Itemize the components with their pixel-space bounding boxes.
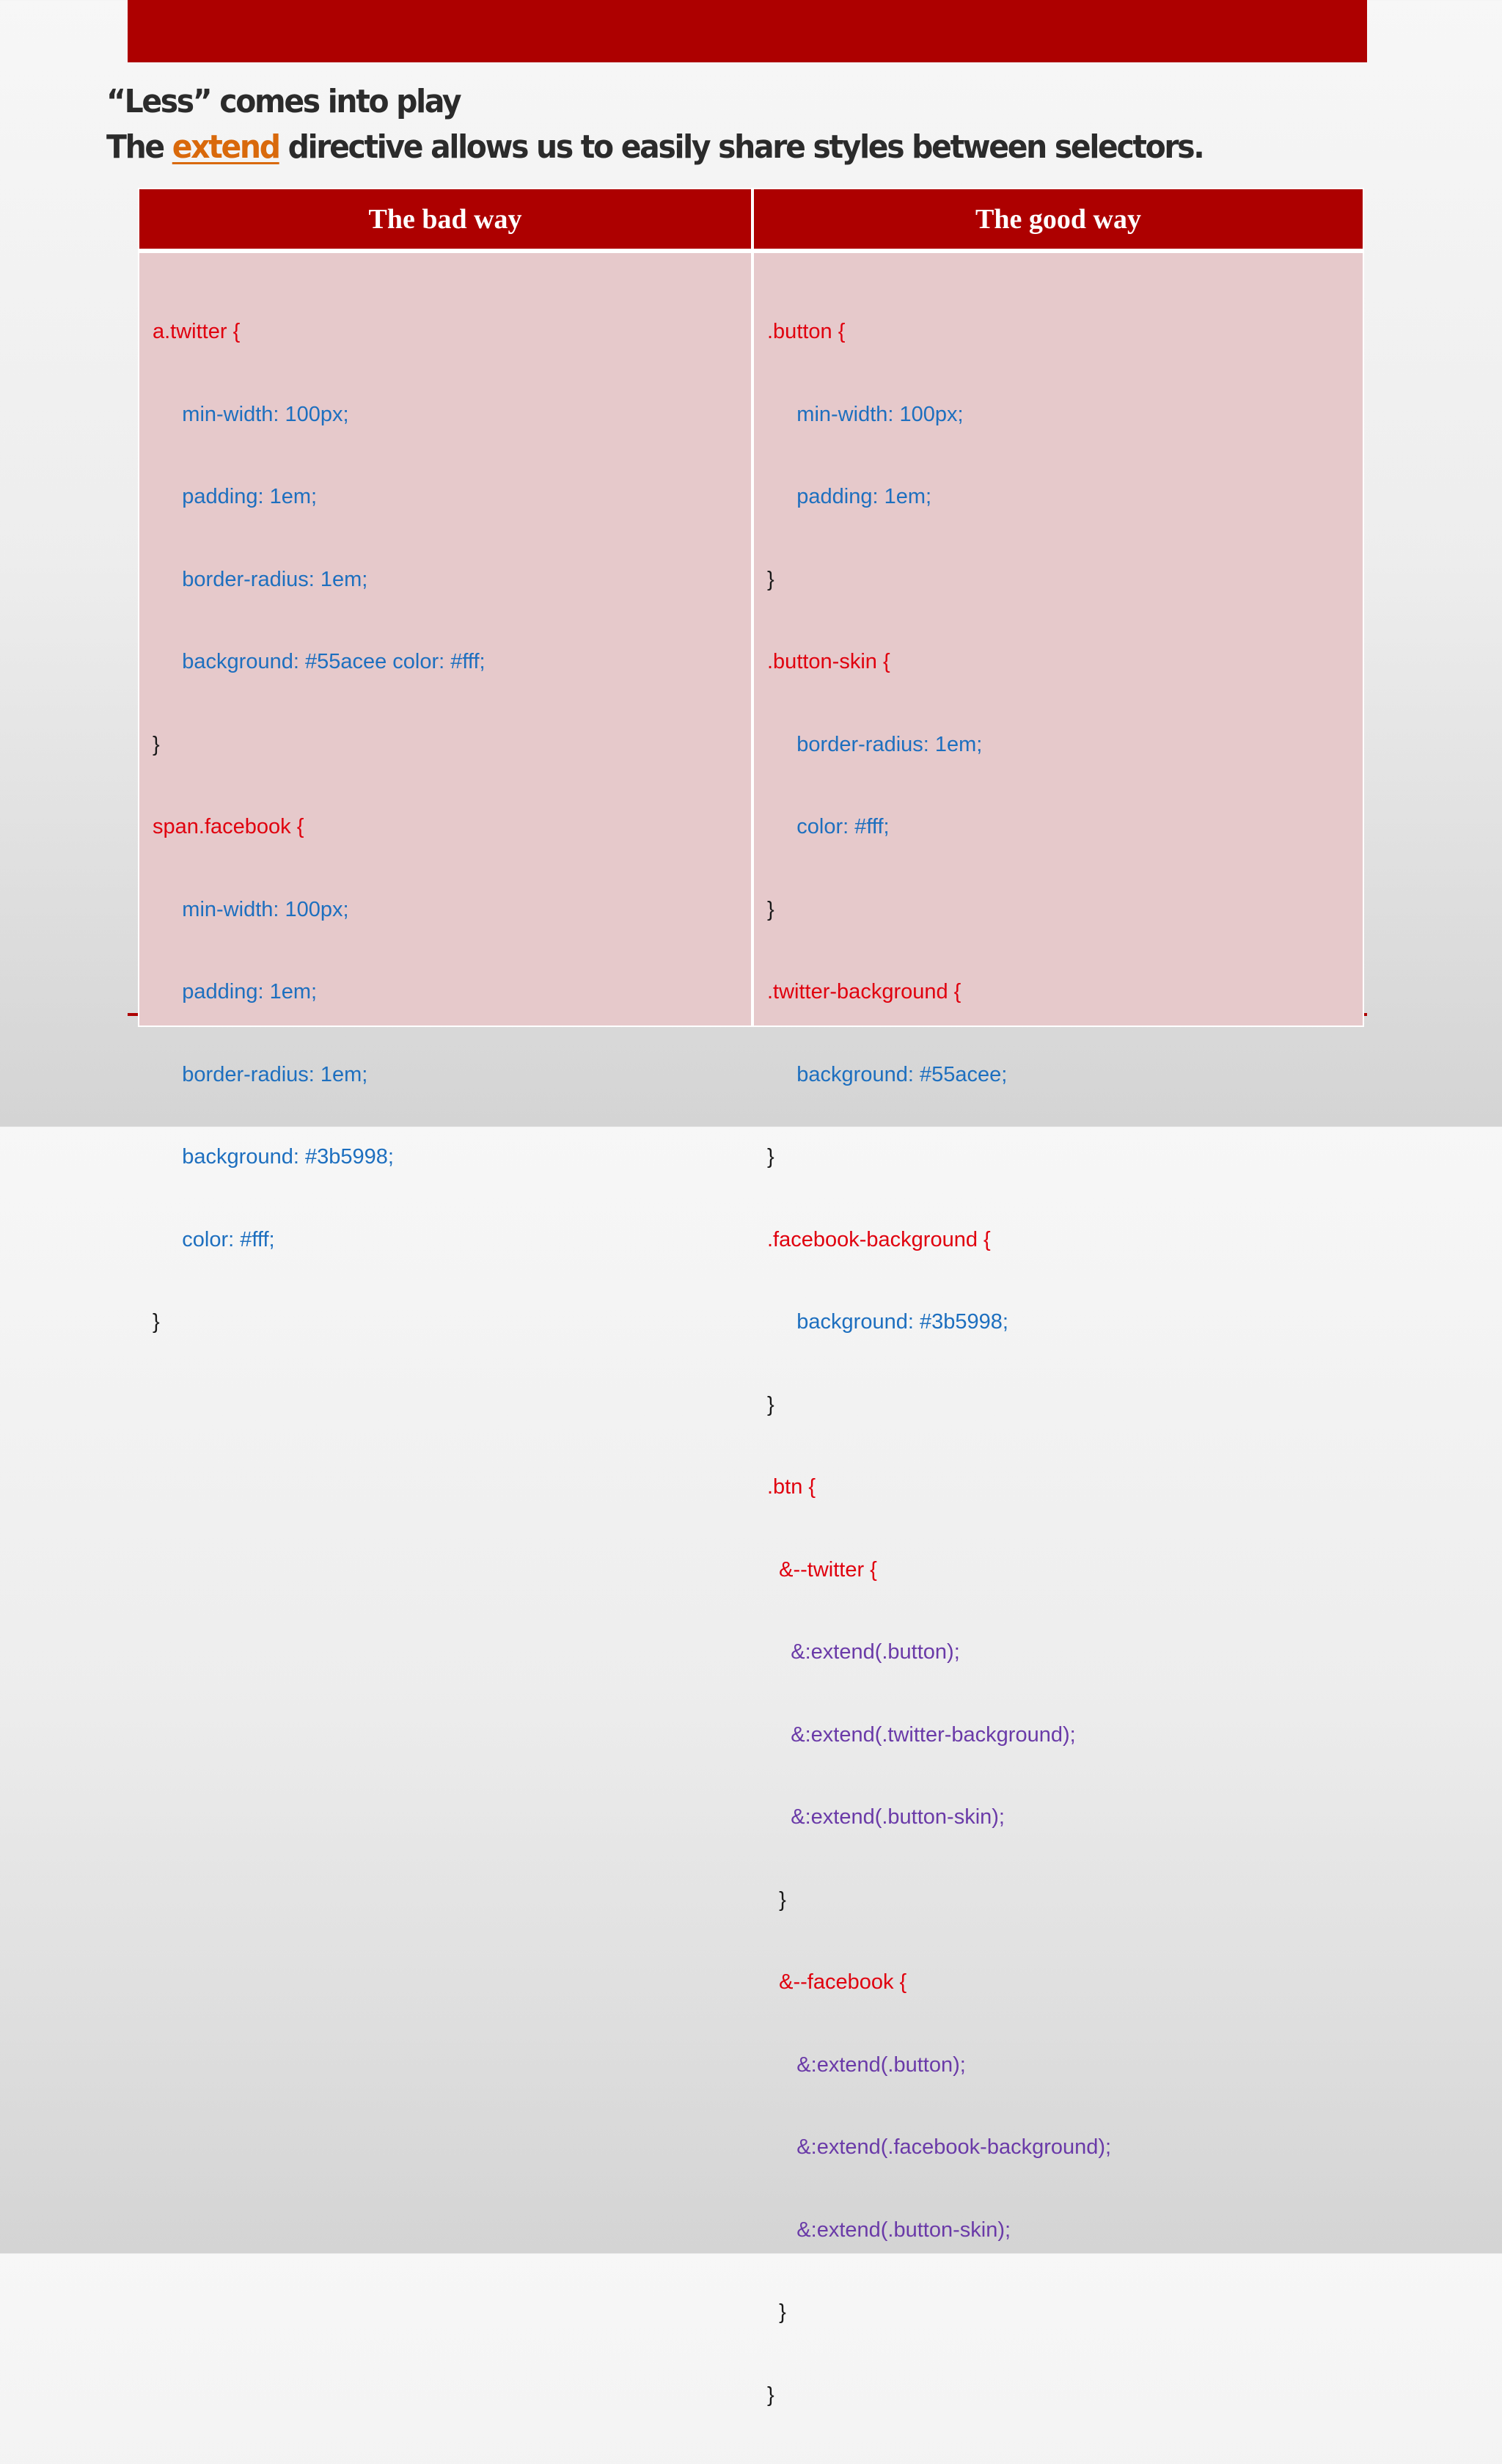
code-line-text: background: #3b5998;: [796, 1310, 1008, 1334]
title-line-1: “Less” comes into play: [106, 83, 461, 120]
code-line-text: .button {: [767, 320, 846, 343]
code-line-text: min-width: 100px;: [182, 402, 349, 426]
code-line-text: border-radius: 1em;: [182, 567, 368, 591]
code-line-text: &--twitter {: [779, 1557, 877, 1582]
code-line: [767, 401, 1111, 429]
code-line-text: padding: 1em;: [182, 485, 318, 508]
code-line: [767, 648, 1111, 676]
good-way-cell: [754, 253, 1363, 2407]
code-line-text: padding: 1em;: [182, 980, 318, 1003]
code-line: [767, 731, 1111, 759]
code-line: [767, 2217, 1111, 2245]
extend-keyword: extend: [172, 128, 279, 166]
code-line-text: color: #fff;: [182, 1227, 275, 1251]
code-line: [153, 648, 486, 676]
code-line: [767, 2299, 1111, 2327]
code-line: [767, 1144, 1111, 1171]
code-line: [767, 1226, 1111, 1254]
code-line-text: &:extend(.button-skin);: [796, 2218, 1011, 2242]
code-line: [153, 979, 486, 1006]
code-line-text: }: [779, 2300, 786, 2324]
code-line-text: }: [779, 1887, 786, 1912]
code-line: [767, 1722, 1111, 1750]
code-line-text: .button-skin {: [767, 650, 890, 673]
code-line-text: &--facebook {: [779, 1970, 907, 1994]
code-line: [153, 1226, 486, 1254]
code-line-text: &:extend(.button);: [791, 1640, 960, 1664]
bad-way-cell: [139, 253, 751, 1334]
slide-title: [106, 79, 1334, 170]
code-line-text: }: [767, 1392, 774, 1416]
code-line-text: .btn {: [767, 1475, 816, 1499]
code-line: [767, 1969, 1111, 1997]
code-line: [767, 1804, 1111, 1832]
code-line-text: }: [767, 1145, 774, 1169]
code-line: [767, 979, 1111, 1006]
code-line-text: min-width: 100px;: [796, 402, 964, 426]
code-line-text: border-radius: 1em;: [796, 732, 983, 756]
code-line: [767, 896, 1111, 924]
code-line: [767, 483, 1111, 511]
code-line-text: min-width: 100px;: [182, 897, 349, 921]
code-line: [153, 814, 486, 841]
code-line: [153, 318, 486, 346]
code-line: [767, 1309, 1111, 1337]
code-line: [153, 1144, 486, 1171]
code-line: [767, 2134, 1111, 2162]
code-line-text: &:extend(.facebook-background);: [796, 2135, 1112, 2159]
code-line-text: .twitter-background {: [767, 980, 961, 1003]
code-line-text: }: [767, 2383, 774, 2407]
code-line: [767, 1474, 1111, 1502]
code-line-text: background: #55acee;: [796, 1062, 1008, 1086]
code-line: [153, 566, 486, 594]
code-line-text: &:extend(.button-skin);: [791, 1805, 1005, 1829]
code-line: [767, 1557, 1111, 1584]
code-line-text: &:extend(.button);: [796, 2052, 966, 2077]
code-line: [153, 731, 486, 759]
code-line: [767, 1061, 1111, 1089]
code-line-text: border-radius: 1em;: [182, 1062, 368, 1086]
code-line: [153, 483, 486, 511]
code-line-text: }: [153, 732, 160, 756]
code-line: [767, 1639, 1111, 1667]
header-good-way: The good way: [754, 189, 1363, 249]
top-accent-bar: [128, 0, 1367, 62]
code-line-text: background: #3b5998;: [182, 1145, 394, 1169]
title-line-2-pre: The: [106, 128, 172, 166]
title-line-2-post: directive allows us to easily share styles between selectors.: [279, 128, 1204, 166]
code-line-text: a.twitter {: [153, 320, 241, 343]
code-line: [153, 896, 486, 924]
code-line-text: background: #55acee color: #fff;: [182, 650, 486, 673]
title-line-2: [106, 125, 1334, 170]
bad-way-code: [153, 263, 486, 1392]
code-line: [767, 566, 1111, 594]
code-line: [767, 2382, 1111, 2410]
good-way-code: [767, 263, 1111, 2464]
code-line: [153, 401, 486, 429]
code-line: [767, 814, 1111, 841]
code-line-text: span.facebook {: [153, 815, 304, 838]
comparison-table: [138, 188, 1364, 2407]
code-line-text: }: [153, 1310, 160, 1334]
code-line: [153, 1309, 486, 1337]
code-line-text: padding: 1em;: [796, 485, 932, 508]
code-line: [153, 1061, 486, 1089]
header-bad-way: The bad way: [139, 189, 751, 249]
code-line: [767, 2052, 1111, 2080]
code-line: [767, 1392, 1111, 1419]
code-line: [767, 1887, 1111, 1915]
code-line-text: .facebook-background {: [767, 1227, 991, 1251]
code-line-text: color: #fff;: [796, 815, 890, 838]
code-line-text: }: [767, 897, 774, 921]
code-line-text: &:extend(.twitter-background);: [791, 1722, 1076, 1747]
code-line-text: }: [767, 567, 774, 591]
code-line: [767, 318, 1111, 346]
